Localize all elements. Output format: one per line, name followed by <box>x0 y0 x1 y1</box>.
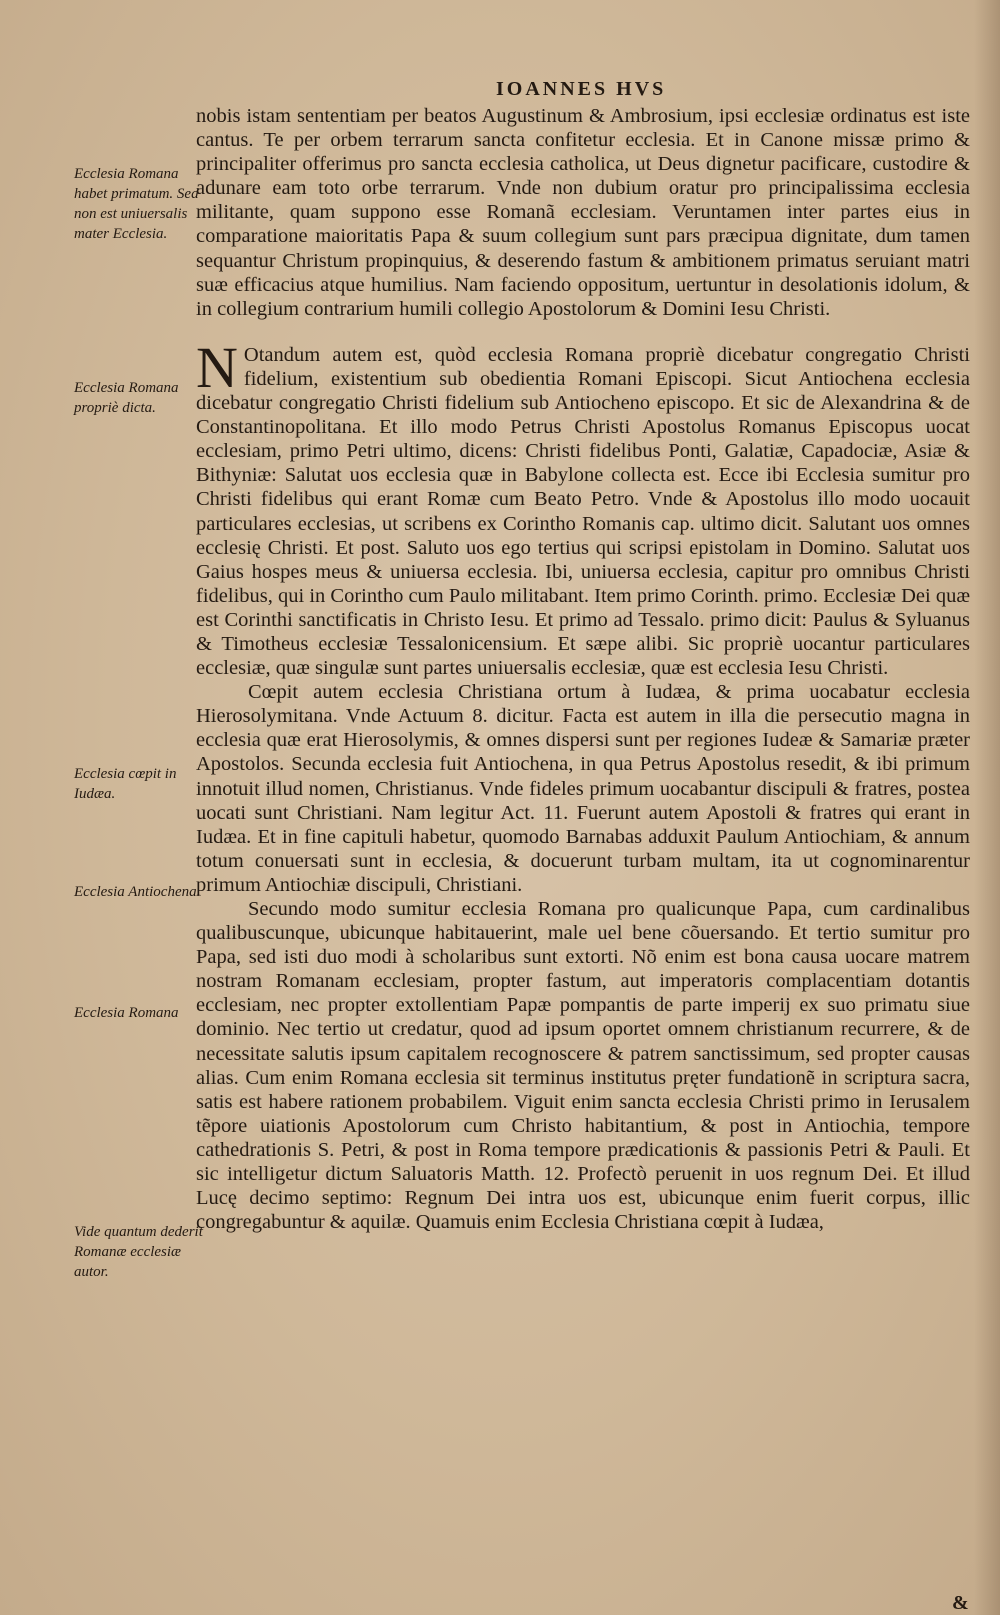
side-note: Ecclesia cœpit in Iudæa. <box>74 766 177 802</box>
side-note: Ecclesia Antiochena. <box>74 884 201 900</box>
paragraph-text: Otandum autem est, quòd ecclesia Romana propriè dicebatur congregatio Christi fidelium, existentium sub obedientia Romani Episcopi. Sicut Antiochena ecclesia dicebatur congregatio Christi fidelium sub Antiocheno episcopo. Et sic de Alexandrina & de Constantinopolitana. Et illo modo Petrus Christi Apostolus Romanus Episcopus uocat ecclesiam, primo Petri ultimo, dicens: Christi fidelibus Ponti, Galatiæ, Capadociæ, Asiæ & Bithyniæ: Salutat uos ecclesia quæ in Babylone collecta est. Ecce ibi Ecclesia sumitur pro Christi fidelibus qui erant Romæ cum Beato Petro. Vnde & Apostolus illo modo uocauit particulares ecclesias, ut scribens ex Corintho Romanis cap. ultimo dicit. Salutant uos omnes ecclesię Christi. Et post. Saluto uos ego tertius qui scripsi epistolam in Domino. Salutat uos Gaius hospes meus & uniuersa ecclesia. Ibi, uniuersa ecclesia, capitur pro omnibus Christi fidelibus, qui in Corintho cum Paulo militabant. Item primo Corinth. primo. Ecclesiæ Dei quæ est Corinthi sanctificatis in Christo Iesu. Et primo ad Tessalo. primo dicit: Paulus & Syluanus & Timotheus ecclesiæ Tessalonicensium. Et sæpe alibi. Sic propriè uocantur particulares ecclesiæ, quæ singulæ sunt partes uniuersalis ecclesiæ, quæ est ecclesia Iesu Christi. <box>196 343 970 680</box>
main-text <box>196 104 970 1234</box>
running-head: IOANNES HVS <box>496 78 667 100</box>
side-note: Ecclesia Romana propriè dicta. <box>74 380 179 416</box>
paragraph: nobis istam sententiam per beatos Augustinum & Ambrosium, ipsi ecclesiæ ordinatus est iste cantus. Te per orbem terrarum sancta confitetur ecclesia. Et in Canone missæ primo & principaliter offerimus pro sancta ecclesia catholica, ut Deus dignetur pacificare, custodire & adunare eam toto orbe terrarum. Vnde non dubium oratur pro principalissima ecclesia militante, quam suppono esse Romanã ecclesiam. Veruntamen inter partes eius in comparatione maioritatis Papa & suum collegium sunt pars præcipua dignitate, dum tamen sequantur Christum propinquius, & deserendo fastum & ambitionem primatus seruiant matri suæ efficacius atque humilius. Nam faciendo oppositum, uertuntur in desolationis idolum, & in collegium contrarium humili collegio Apostolorum & Domini Iesu Christi. <box>196 105 970 320</box>
paragraph <box>196 334 970 680</box>
paragraph: Cœpit autem ecclesia Christiana ortum à Iudæa, & prima uocabatur ecclesia Hierosolymitana. Vnde Actuum 8. dicitur. Facta est autem in illa die persecutio magna in ecclesia quæ erat Hierosolymis, & omnes dispersi sunt per regiones Iudeæ & Samariæ præter Apostolos. Secunda ecclesia fuit Antiochena, in qua Petrus Apostolus resedit, & ibi primum innotuit illud nomen, Christianus. Vnde fideles primum uocabantur discipuli & fratres, postea uocati sunt Christiani. Nam legitur Act. 11. Fuerunt autem Apostoli & fratres qui erant in Iudæa. Et in fine capituli habetur, quomodo Barnabas adduxit Paulum Antiochiam, & annum totum conuersati sunt in ecclesia, & docuerunt turbam multam, ita ut cognominarentur primum Antiochiæ discipuli, Christiani. <box>196 681 970 896</box>
side-note: Ecclesia Romana habet primatum. Sed non est uniuersalis mater Ecclesia. <box>74 166 199 242</box>
side-note: Vide quantum dederit Romanæ ecclesiæ autor. <box>74 1224 203 1280</box>
drop-cap: N <box>196 334 238 400</box>
page-edge-shadow <box>974 0 1000 1615</box>
side-note: Ecclesia Romana <box>74 1005 179 1021</box>
paragraph: Secundo modo sumitur ecclesia Romana pro qualicunque Papa, cum cardinalibus qualibuscunque, ubicunque habitauerint, male uel bene cõuersando. Et tertio sumitur pro Papa, sed isti duo modi à scholaribus sunt extorti. Nõ enim est bona causa uocare matrem nostram Romanam ecclesiam, propter fastum, aut imperatoris complacentiam dotantis ecclesiam, nec propter extollentiam Papæ pompantis de parte imperij ex suo primatu siue dominio. Nec tertio ut credatur, quod ad ipsum oportet omnem christianum recurrere, & de necessitate salutis ipsum capitalem recognoscere & patrem sanctissimum, sed propter causas alias. Cum enim Romana ecclesia sit terminus institutus pręter fundationẽ in scriptura sacra, satis est habere rationem probabilem. Viguit enim sancta ecclesia Christi primo in Ierusalem tẽpore uiationis Apostolorum cum Christo habitantium, & post in Antiochia, tempore cathedrationis S. Petri, & post in Roma tempore prædicationis & passionis Petri & Pauli. Et sic intelligetur dictum Saluatoris Matth. 12. Profectò peruenit in uos regnum Dei. Et illud Lucę decimo septimo: Regnum Dei intra uos est, ubicunque enim fuerit corpus, illic congregabuntur & aquilæ. Quamuis enim Ecclesia Christiana cœpit à Iudæa, <box>196 898 970 1234</box>
catchword: & <box>952 1592 969 1614</box>
